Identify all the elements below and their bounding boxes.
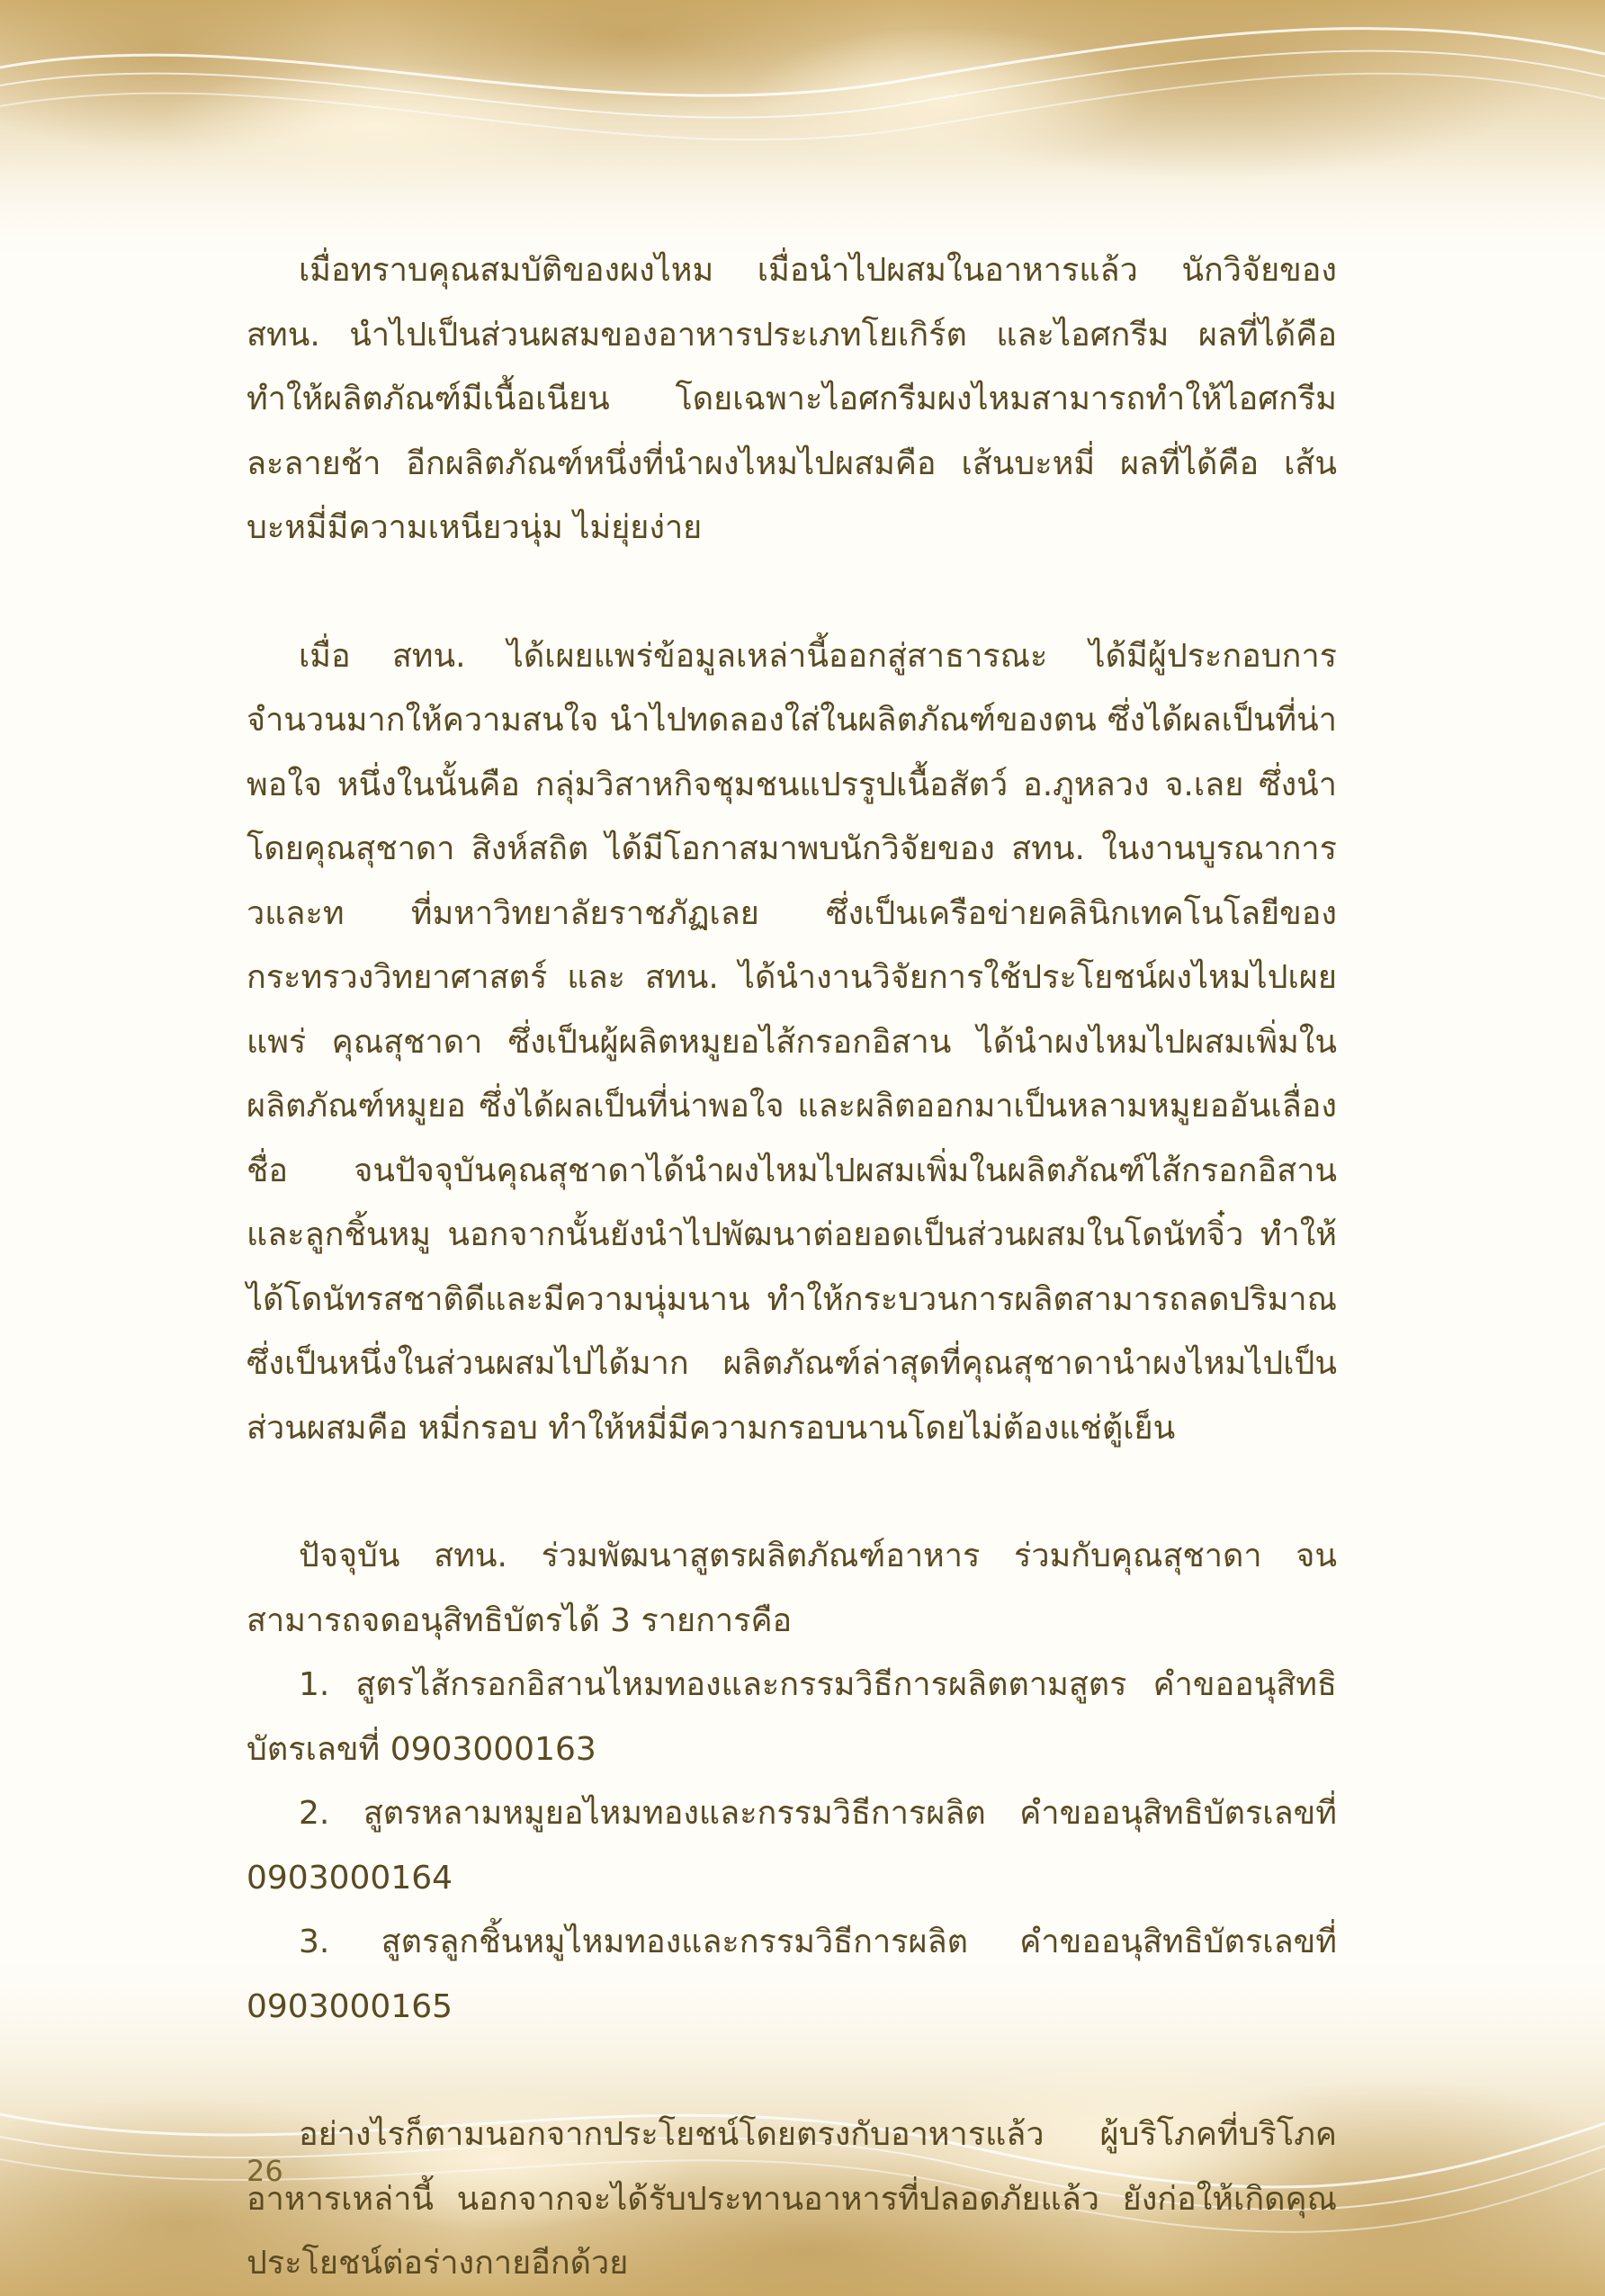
patent-list-item-2: 2. สูตรหลามหมูยอไหมทองและกรรมวิธีการผลิต คำขออนุสิทธิบัตรเลขที่ 0903000164 [247, 1795, 1337, 1897]
paragraph-gap [247, 2039, 1337, 2103]
paragraph-3: ปัจจุบัน สทน. ร่วมพัฒนาสูตรผลิตภัณฑ์อาหาร ร่วมกับคุณสุชาดา จนสามารถจดอนุสิทธิบัตรได้ 3 รายการคือ [247, 1538, 1337, 1639]
page-number: 26 [247, 2154, 283, 2188]
patent-list-item-3: 3. สูตรลูกชิ้นหมูไหมทองและกรรมวิธีการผลิต คำขออนุสิทธิบัตรเลขที่ 0903000165 [247, 1924, 1337, 2025]
paragraph-1: เมื่อทราบคุณสมบัติของผงไหม เมื่อนำไปผสมในอาหารแล้ว นักวิจัยของ สทน. นำไปเป็นส่วนผสมของอาหารประเภทโยเกิร์ต และไอศกรีม ผลที่ได้คือ ทำให้ผลิตภัณฑ์มีเนื้อเนียน โดยเฉพาะไอศกรีมผงไหมสามารถทำให้ไอศกรีมละลายช้า อีกผลิตภัณฑ์หนึ่งที่นำผงไหมไปผสมคือ เส้นบะหมี่ ผลที่ได้คือ เส้นบะหมี่มีความเหนียวนุ่ม ไม่ยุ่ยง่าย [247, 252, 1337, 546]
body-text [247, 238, 1337, 2296]
paragraph-2: เมื่อ สทน. ได้เผยแพร่ข้อมูลเหล่านี้ออกสู่สาธารณะ ได้มีผู้ประกอบการจำนวนมากให้ความสนใจ นำไปทดลองใส่ในผลิตภัณฑ์ของตน ซึ่งได้ผลเป็นที่น่าพอใจ หนึ่งในนั้นคือ กลุ่มวิสาหกิจชุมชนแปรรูปเนื้อสัตว์ อ.ภูหลวง จ.เลย ซึ่งนำโดยคุณสุชาดา สิงห์สถิต ได้มีโอกาสมาพบนักวิจัยของ สทน. ในงานบูรณาการ วและท ที่มหาวิทยาลัยราชภัฏเลย ซึ่งเป็นเครือข่ายคลินิกเทคโนโลยีของกระทรวงวิทยาศาสตร์ และ สทน. ได้นำงานวิจัยการใช้ประโยชน์ผงไหมไปเผยแพร่ คุณสุชาดา ซึ่งเป็นผู้ผลิตหมูยอไส้กรอกอิสาน ได้นำผงไหมไปผสมเพิ่มในผลิตภัณฑ์หมูยอ ซึ่งได้ผลเป็นที่น่าพอใจ และผลิตออกมาเป็นหลามหมูยออันเลื่องชื่อ จนปัจจุบันคุณสุชาดาได้นำผงไหมไปผสมเพิ่มในผลิตภัณฑ์ไส้กรอกอิสาน และลูกชิ้นหมู นอกจากนั้นยังนำไปพัฒนาต่อยอดเป็นส่วนผสมในโดนัทจิ๋ว ทำให้ได้โดนัทรสชาติดีและมีความนุ่มนาน ทำให้กระบวนการผลิตสามารถลดปริมาณซึ่งเป็นหนึ่งในส่วนผสมไปได้มาก ผลิตภัณฑ์ล่าสุดที่คุณสุชาดานำผงไหมไปเป็นส่วนผสมคือ หมี่กรอบ ทำให้หมี่มีความกรอบนานโดยไม่ต้องแช่ตู้เย็น [247, 637, 1337, 1447]
paragraph-gap [247, 561, 1337, 624]
patent-list-item-1: 1. สูตรไส้กรอกอิสานไหมทองและกรรมวิธีการผลิตตามสูตร คำขออนุสิทธิบัตรเลขที่ 0903000163 [247, 1666, 1337, 1768]
closing-paragraph: อย่างไรก็ตามนอกจากประโยชน์โดยตรงกับอาหารแล้ว ผู้บริโภคที่บริโภคอาหารเหล่านี้ นอกจากจะได้รับประทานอาหารที่ปลอดภัยแล้ว ยังก่อให้เกิดคุณประโยชน์ต่อร่างกายอีกด้วย [247, 2116, 1337, 2282]
paragraph-gap [247, 1460, 1337, 1524]
